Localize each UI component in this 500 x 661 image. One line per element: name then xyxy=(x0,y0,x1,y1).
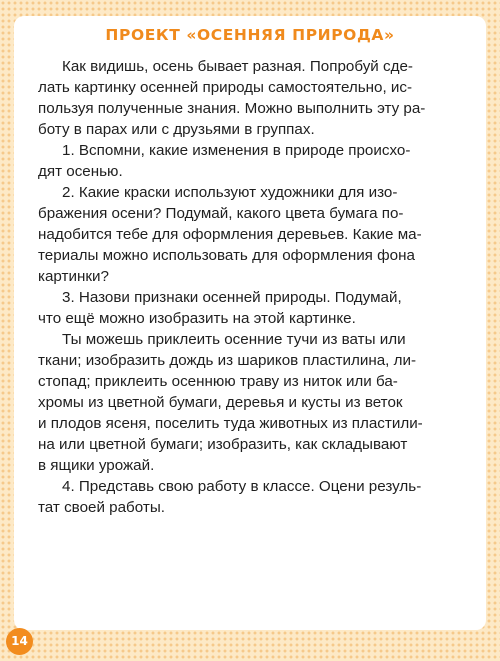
paragraph-task-4: 4. Представь свою работу в классе. Оцени резуль- тат своей работы. xyxy=(38,478,422,516)
paragraph-task-1: 1. Вспомни, какие изменения в природе происхо- дят осенью. xyxy=(38,142,411,180)
paragraph-suggestions: Ты можешь приклеить осенние тучи из ваты или ткани; изобразить дождь из шариков пластилина, ли- стопад; приклеить осеннюю траву из ниток или ба- хромы из цветной бумаги, деревья и кусты из веток и плодов ясеня, поселить туда животных из пластили- на или цветной бумаги; изобразить, как складывают в ящики урожай. xyxy=(38,331,423,474)
page-sheet xyxy=(14,16,486,630)
page-number-badge: 14 xyxy=(6,628,33,655)
paragraph-task-3: 3. Назови признаки осенней природы. Подумай, что ещё можно изобразить на этой картинке. xyxy=(38,289,402,327)
page-title: ПРОЕКТ «ОСЕННЯЯ ПРИРОДА» xyxy=(105,26,395,44)
article-body xyxy=(38,56,464,518)
paragraph-task-2: 2. Какие краски используют художники для изо- бражения осени? Подумай, какого цвета бумага по- надобится тебе для оформления деревьев. Какие ма- териалы можно использовать для оформления фона картинки? xyxy=(38,184,422,285)
paragraph-intro: Как видишь, осень бывает разная. Попробуй сде- лать картинку осенней природы самостоятельно, ис- пользуя полученные знания. Можно выполнить эту ра- боту в парах или с друзьями в группах. xyxy=(38,58,426,138)
